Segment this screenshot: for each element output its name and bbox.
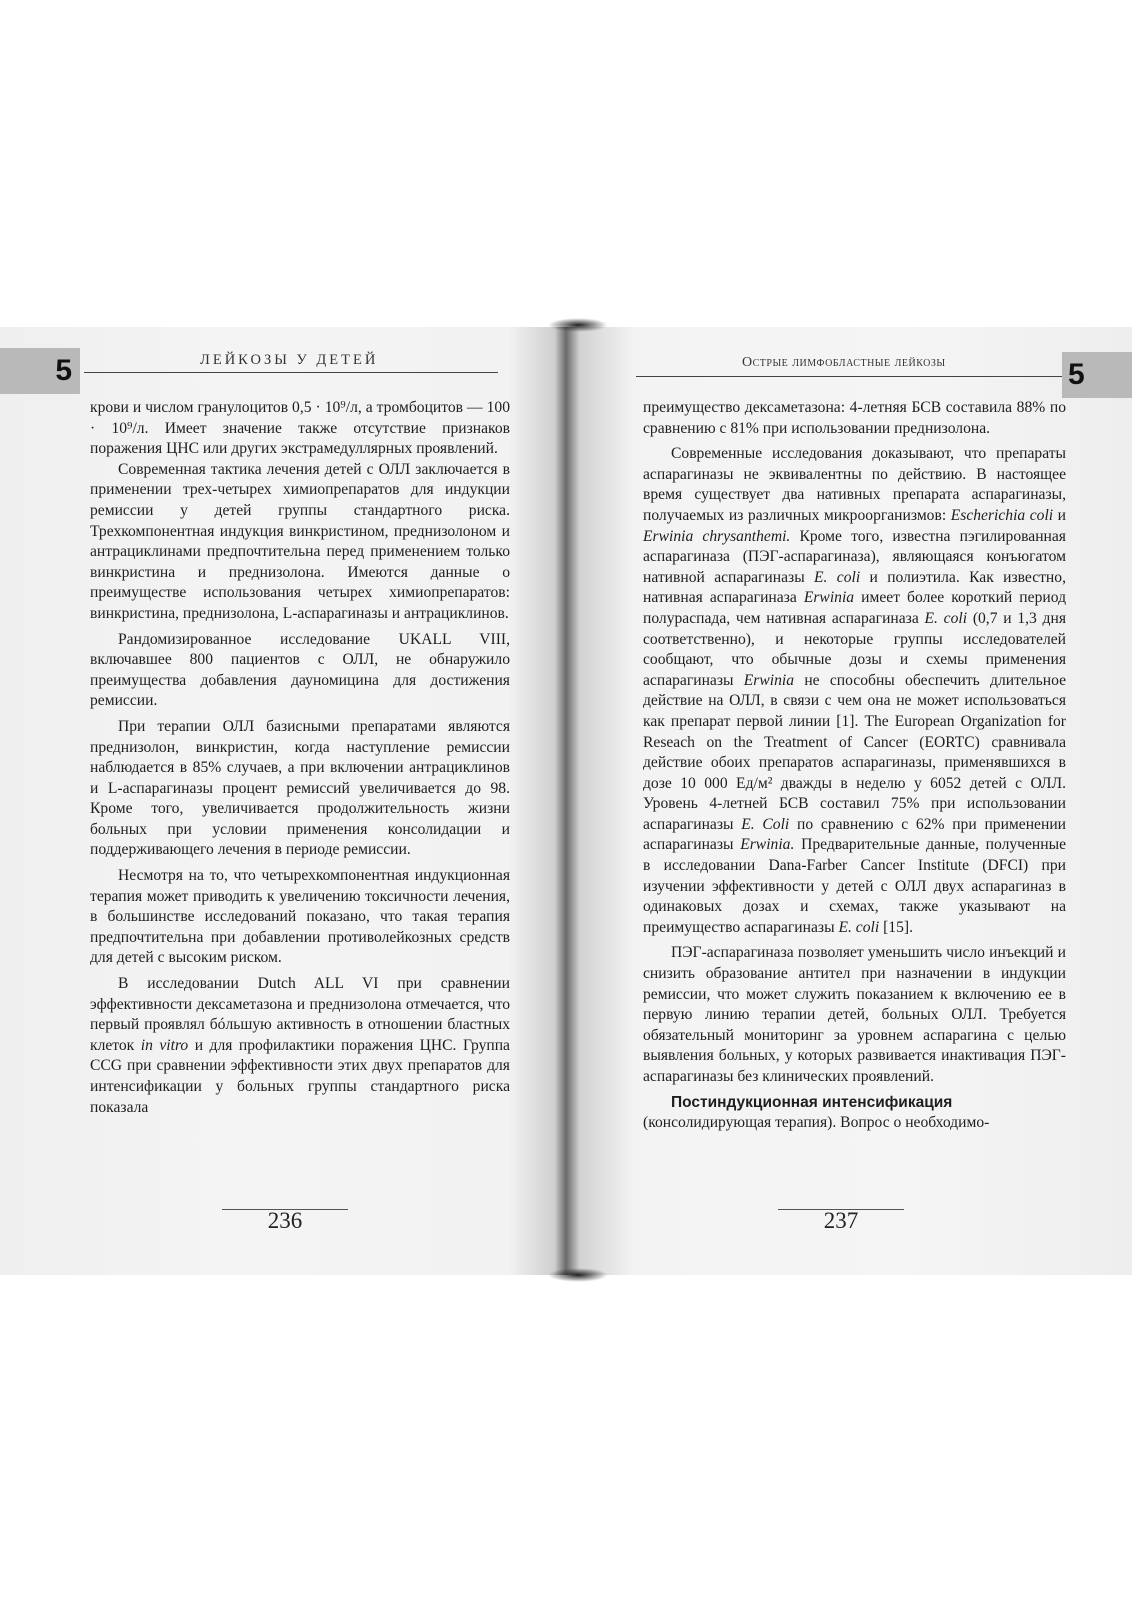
paragraph: преимущество дексаметазона: 4-летняя БСВ составила 88% по сравнению с 81% при использовании преднизолона. — [643, 399, 1066, 437]
paragraph: Современная тактика лечения детей с ОЛЛ заключается в применении трех-четырех химиопрепаратов для индукции ремиссии у детей группы стандартного риска. Трехкомпонентная индукция винкристином, преднизолоном и антрациклинами предпочтительна перед применением только винкристина и преднизолона. Имеются данные о преимуществе использования четырех химиопрепаратов: винкристина, преднизолона, L-аспарагиназы и антрациклинов. — [90, 460, 510, 622]
left-page-text — [90, 398, 510, 1118]
chapter-tab-left — [0, 348, 80, 394]
paragraph: Современные исследования доказывают, что препараты аспарагиназы не эквивалентны по действию. В настоящее время существует два нативных препарата аспарагиназы, получаемых из различных микроорганизмов: Escherichia coli и Erwinia chrysanthemi. Кроме того, известна пэгилированная аспарагиназа (ПЭГ-аспарагиназа), являющаяся конъюгатом нативной аспарагиназы E. coli и полиэтила. Как известно, нативная аспарагиназа Erwinia имеет более короткий период полураспада, чем нативная аспарагиназа E. coli (0,7 и 1,3 дня соответственно), и некоторые группы исследователей сообщают, что обычные дозы и схемы применения аспарагиназы Erwinia не способны обеспечить длительное действие на ОЛЛ, в связи с чем она не может использоваться как препарат первой линии [1]. The European Organization for Reseach on the Treatment of Cancer (EORTC) сравнивала действие обоих препаратов аспарагиназы, применявшихся в дозе 10 000 Ед/м² дважды в неделю у 6052 детей с ОЛЛ. Уровень 4-летней БСВ составил 75% при использовании аспарагиназы E. Coli по сравнению с 62% при применении аспарагиназы Erwinia. Предварительные данные, полученные в исследовании Dana-Farber Cancer Institute (DFCI) при изучении эффективности у детей с ОЛЛ двух аспарагиназ в одинаковых дозах и схемах, также указывают на преимущество аспарагиназы E. coli [15]. — [643, 445, 1067, 936]
page-number-left: 236 — [267, 1208, 303, 1233]
chapter-number: 5 — [1068, 358, 1085, 391]
running-head-left: ЛЕЙКОЗЫ У ДЕТЕЙ — [200, 352, 379, 368]
header-rule-right — [636, 376, 1062, 377]
page-number-right: 237 — [823, 1208, 859, 1233]
paragraph: В исследовании Dutch ALL VI при сравнении эффективности дексаметазона и преднизолона отмечается, что первый проявлял бóльшую активность в отношении бластных клеток in vitro и для профилактики поражения ЦНС. Группа CCG при сравнении эффективности этих двух препаратов для интенсификации у больных группы стандартного риска показала — [90, 975, 510, 1116]
chapter-number: 5 — [55, 354, 72, 387]
running-head-right: Острые лимфобластные лейкозы — [742, 355, 946, 370]
right-page-text — [643, 398, 1066, 1134]
paragraph: Несмотря на то, что четырехкомпонентная индукционная терапия может приводить к увеличению токсичности лечения, в большинстве исследований показано, что такая терапия предпочтительна при добавлении противолейкозных средств для детей с высоким риском. — [90, 867, 510, 967]
paragraph: ПЭГ-аспарагиназа позволяет уменьшить число инъекций и снизить образование антител при назначении в индукции ремиссии, что может служить показанием к включению ее в первую линию терапии детей, больных ОЛЛ. Требуется обязательный мониторинг за уровнем аспарагина с целью выявления больных, у которых развивается инактивация ПЭГ-аспарагиназы без клинических проявлений. — [643, 944, 1066, 1085]
spine-shadow-top — [548, 318, 608, 332]
header-rule-left — [84, 372, 498, 373]
paragraph: Постиндукционная интенсификация (консолидирующая терапия). Вопрос о необходимо- — [643, 1093, 990, 1132]
paragraph: Рандомизированное исследование UKALL VIII, включавшее 800 пациентов с ОЛЛ, не обнаружило преимущества добавления дауномицина для достижения ремиссии. — [90, 630, 510, 710]
spine-shadow-bottom — [548, 1268, 608, 1282]
paragraph: При терапии ОЛЛ базисными препаратами являются преднизолон, винкристин, когда наступление ремиссии наблюдается в 85% случаев, а при включении антрациклинов и L-аспарагиназы процент ремиссий увеличивается до 98. Кроме того, увеличивается продолжительность жизни больных при условии применения консолидации и поддерживающего лечения в периоде ремиссии. — [90, 717, 510, 859]
paragraph: крови и числом гранулоцитов 0,5 · 10⁹/л, а тромбоцитов — 100 · 10⁹/л. Имеет значение также отсутствие признаков поражения ЦНС или других экстрамедуллярных проявлений. — [90, 399, 510, 458]
chapter-tab-right — [1062, 352, 1132, 398]
section-subheading: Постиндукционная интенсификация — [671, 1093, 953, 1111]
